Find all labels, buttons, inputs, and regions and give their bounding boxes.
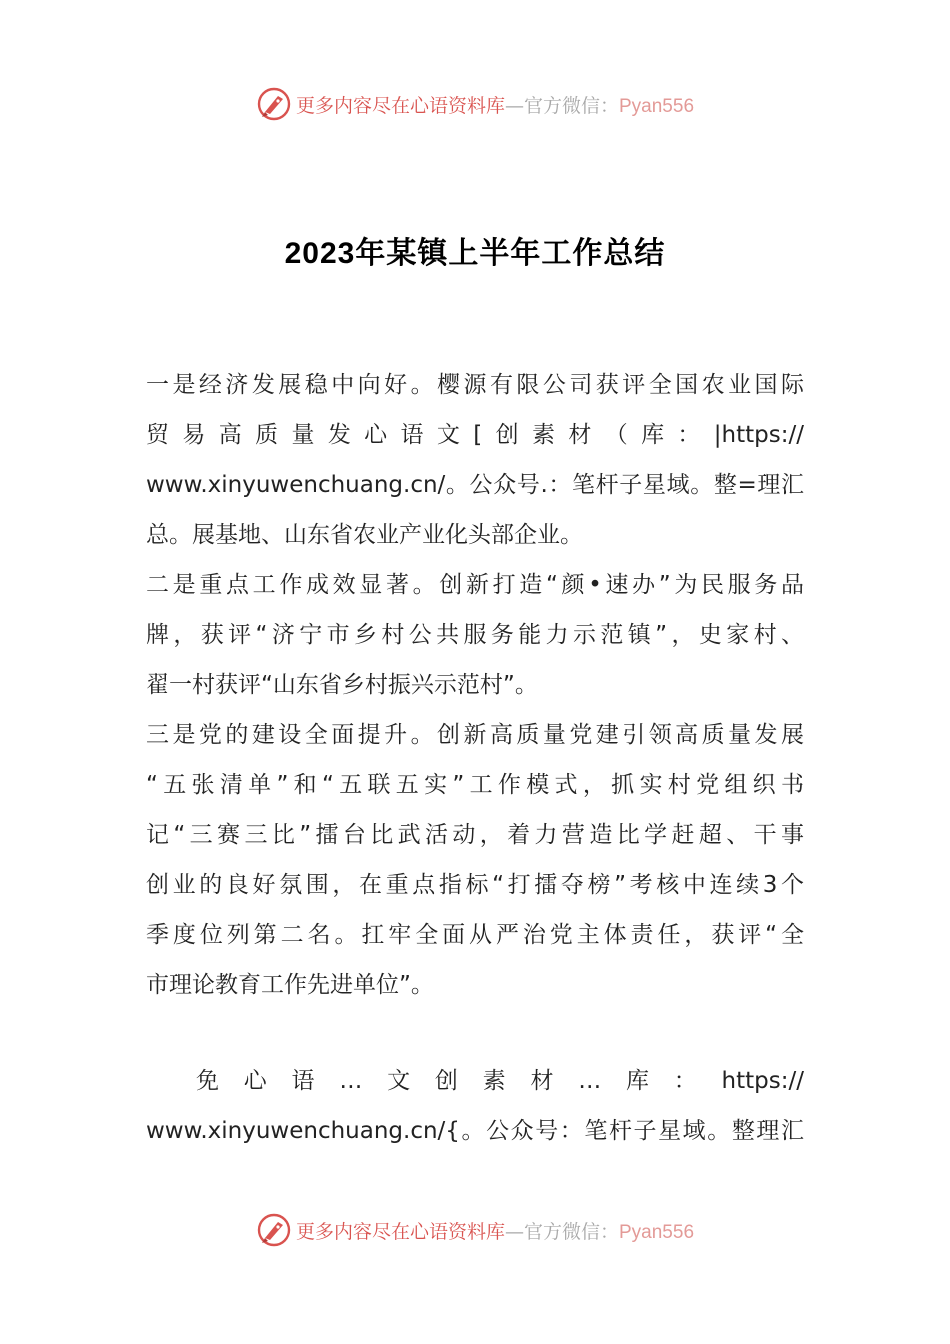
banner-wechat-label: 官方微信： bbox=[523, 94, 619, 117]
pen-nib-logo-icon bbox=[256, 1212, 292, 1248]
banner-separator: — bbox=[504, 94, 524, 117]
text-line: 季度位列第二名。扛牢全面从严治党主体责任，获评“全 bbox=[146, 922, 804, 948]
banner-site-text: 更多内容尽在心语资料库 bbox=[295, 1220, 505, 1243]
text-line: “五张清单”和“五联五实”工作模式，抓实村党组织书 bbox=[146, 772, 804, 798]
paragraph-key-work bbox=[146, 560, 804, 710]
text-line: 贸易高质量发心语文[创素材（库：|https:// bbox=[146, 422, 804, 448]
text-line: 二是重点工作成效显著。创新打造“颜•速办”为民服务品 bbox=[146, 572, 804, 598]
banner-separator: — bbox=[504, 1220, 524, 1243]
text-line: 三是党的建设全面提升。创新高质量党建引领高质量发展 bbox=[146, 722, 804, 748]
pen-nib-logo-icon bbox=[256, 86, 292, 122]
banner-wechat-label: 官方微信： bbox=[523, 1220, 619, 1243]
text-line: www.xinyuwenchuang.cn/{。公众号：笔杆子星域。整理汇 bbox=[146, 1118, 804, 1144]
text-line: 记“三赛三比”擂台比武活动，着力营造比学赶超、干事 bbox=[146, 822, 804, 848]
paragraph-economy bbox=[146, 360, 804, 560]
text-line: 一是经济发展稳中向好。樱源有限公司获评全国农业国际 bbox=[146, 372, 804, 398]
document-body bbox=[146, 360, 804, 1010]
document-title: 2023年某镇上半年工作总结 bbox=[284, 237, 666, 270]
text-line: 创业的良好氛围，在重点指标“打擂夺榜”考核中连续3个 bbox=[146, 872, 804, 898]
header-watermark-banner bbox=[0, 84, 950, 124]
text-line: 牌，获评“济宁市乡村公共服务能力示范镇”，史家村、 bbox=[146, 622, 804, 648]
banner-wechat-id: Pyan556 bbox=[619, 1221, 695, 1243]
paragraph-party-building bbox=[146, 710, 804, 1010]
text-line: www.xinyuwenchuang.cn/。公众号.：笔杆子星域。整=理汇 bbox=[146, 472, 804, 498]
banner-wechat-id: Pyan556 bbox=[619, 95, 695, 117]
banner-site-text: 更多内容尽在心语资料库 bbox=[295, 94, 505, 117]
text-line: 总。展基地、山东省农业产业化头部企业。 bbox=[146, 522, 583, 548]
text-line: 翟一村获评“山东省乡村振兴示范村”。 bbox=[146, 672, 538, 698]
text-line: 免心语…文创素材…库：https:// bbox=[196, 1068, 804, 1094]
text-line: 市理论教育工作先进单位”。 bbox=[146, 972, 434, 998]
footer-watermark-banner bbox=[0, 1210, 950, 1250]
footer-note bbox=[146, 1056, 804, 1156]
